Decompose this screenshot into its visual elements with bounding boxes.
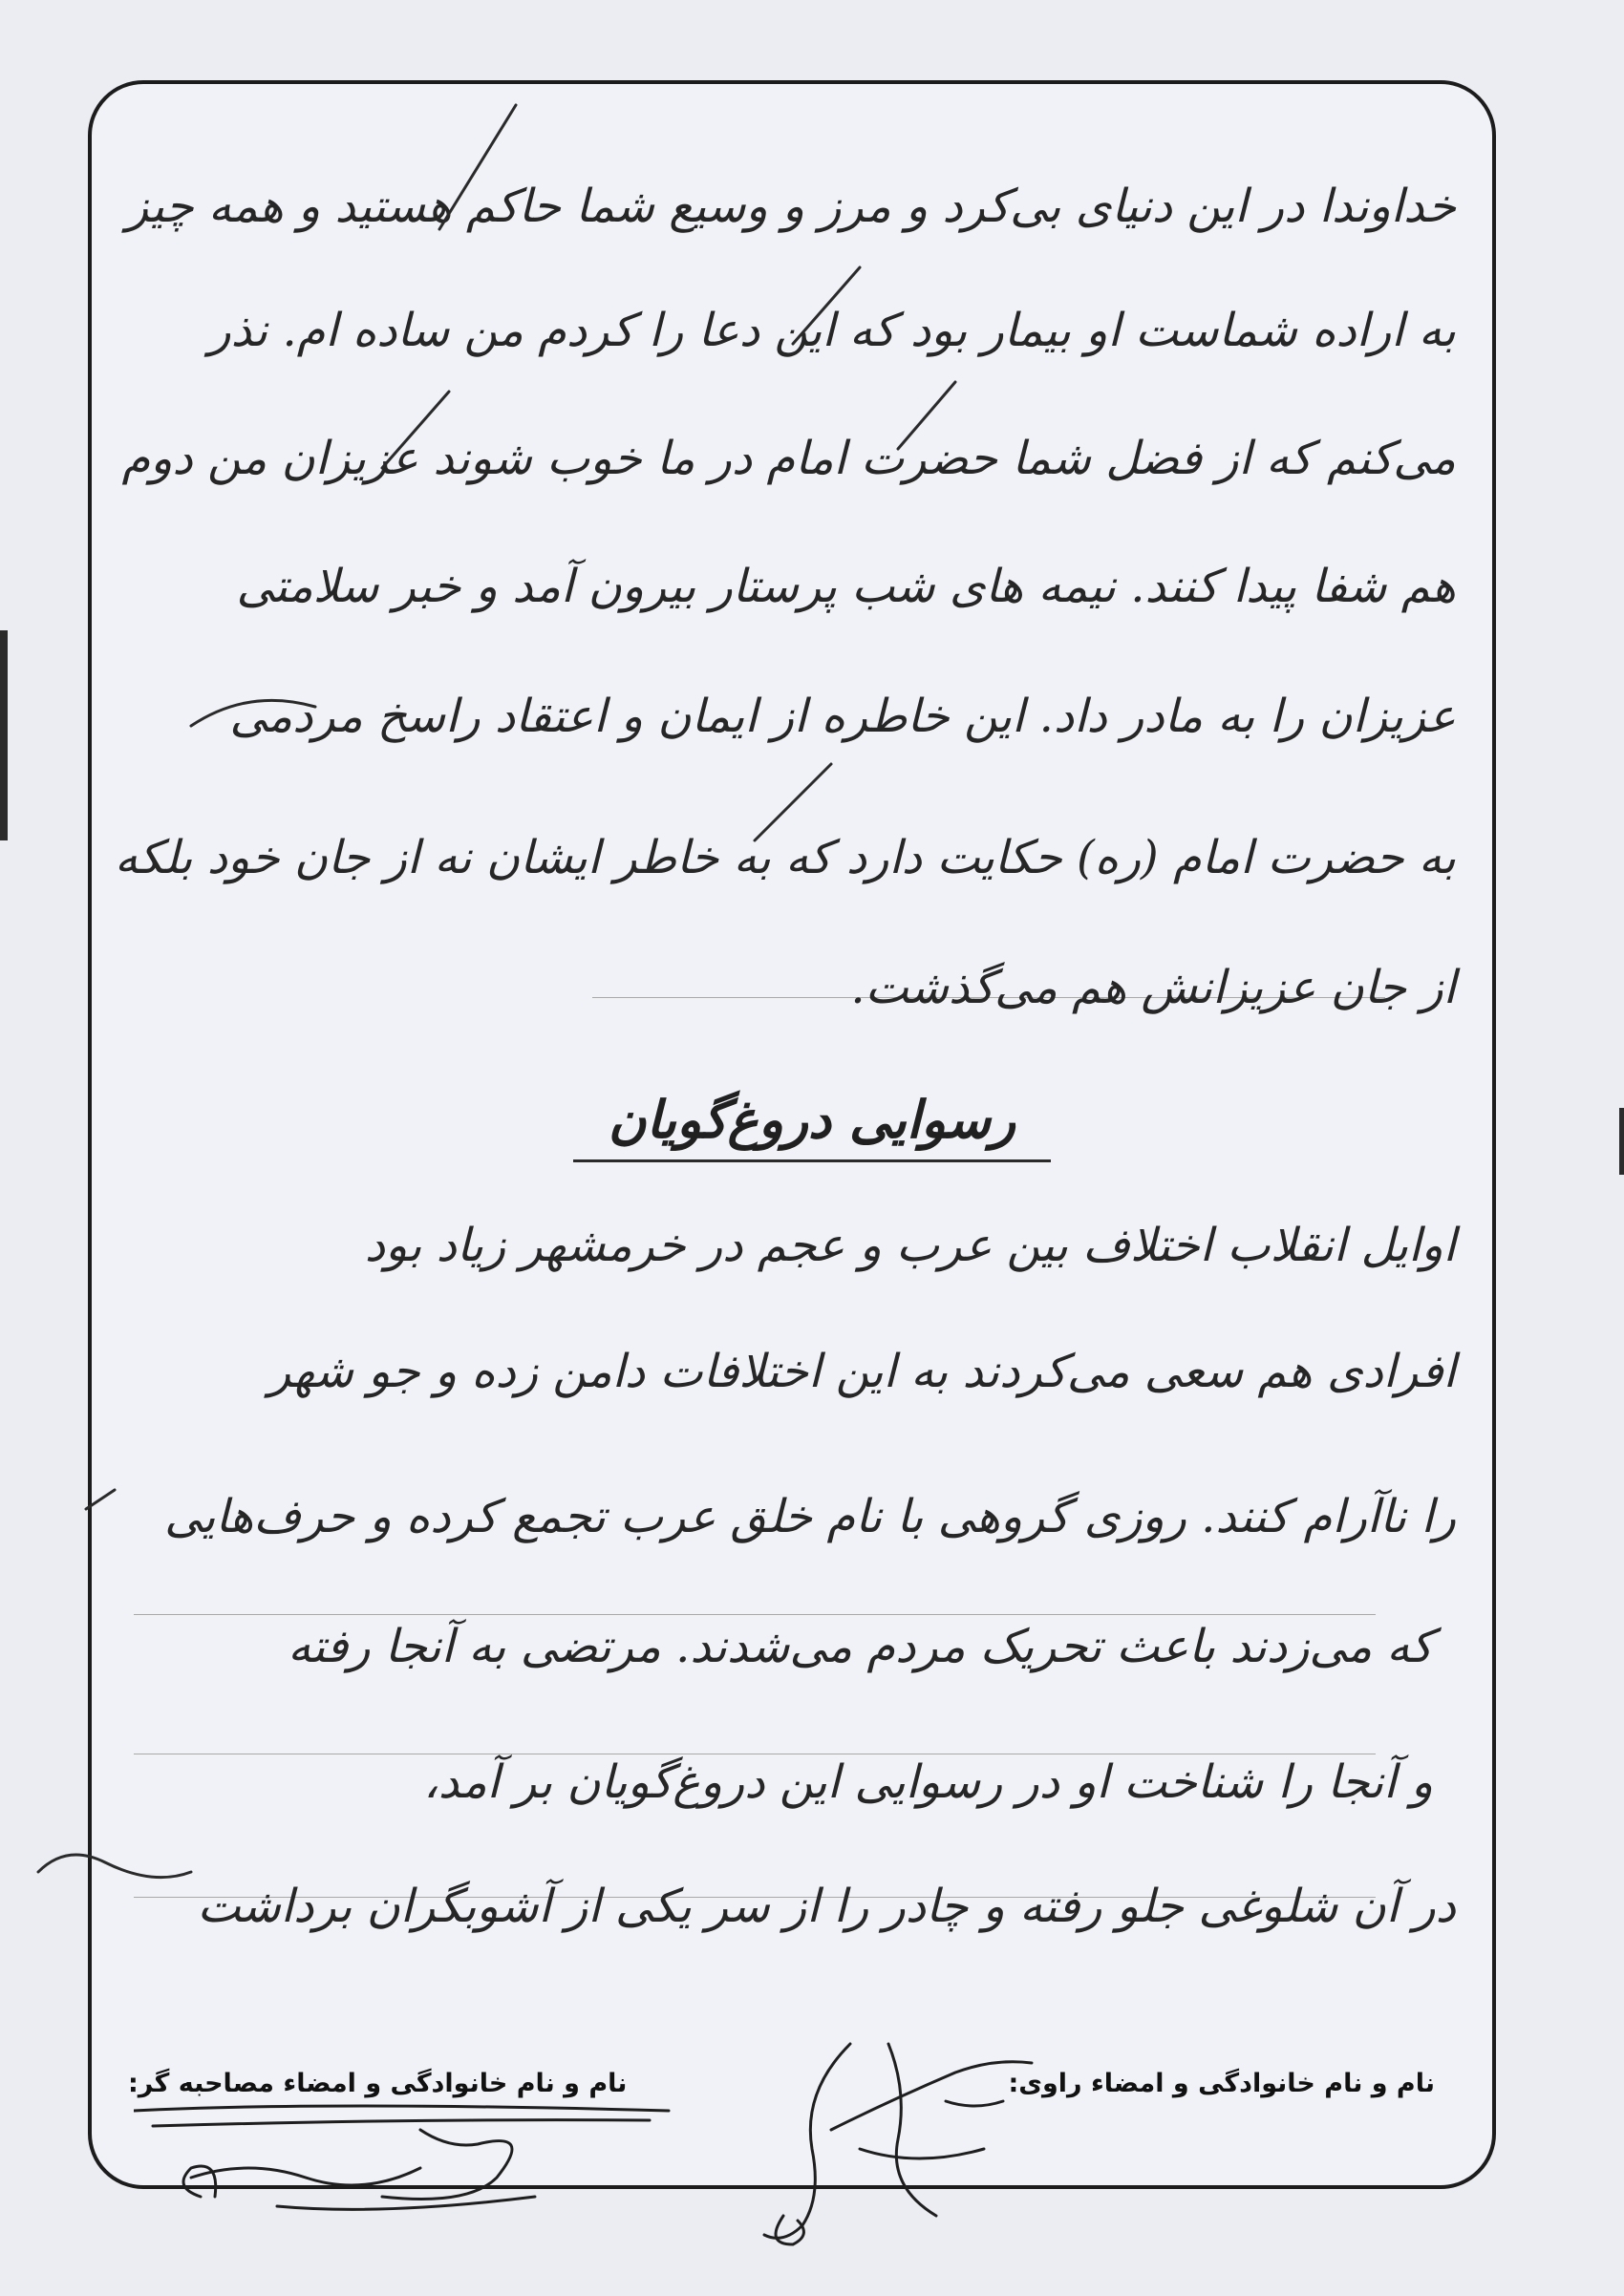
handwritten-line: اوایل انقلاب اختلاف بین عرب و عجم در خرمشهر زیاد بود xyxy=(364,1219,1456,1272)
section-heading: رسوایی دروغ‌گویان xyxy=(608,1089,1016,1150)
handwritten-line: می‌کنم که از فضل شما حضرت امام در ما خوب شوند عزیزان من دوم xyxy=(121,432,1456,485)
handwritten-line: خداوندا در این دنیای بی‌کرد و مرز و وسیع شما حاکم هستید و همه چیز xyxy=(126,180,1456,233)
handwritten-line: از جان عزیزانش هم می‌گذشت. xyxy=(850,961,1456,1014)
narrator-signature-label: نام و نام خانوادگی و امضاء راوی: xyxy=(1008,2069,1435,2098)
handwritten-line: به حضرت امام (ره) حکایت دارد که به خاطر ایشان نه از جان خود بلکه xyxy=(115,831,1456,884)
handwritten-line: عزیزان را به مادر داد. این خاطره از ایمان و اعتقاد راسخ مردمی xyxy=(229,690,1456,743)
handwritten-line: که می‌زدند باعث تحریک مردم می‌شدند. مرتضی به آنجا رفته xyxy=(288,1620,1433,1673)
handwritten-line: را ناآرام کنند. روزی گروهی با نام خلق عرب تجمع کرده و حرف‌هایی xyxy=(164,1490,1456,1543)
interviewer-signature-label: نام و نام خانوادگی و امضاء مصاحبه گر: xyxy=(128,2069,628,2098)
handwritten-line: و آنجا را شناخت او در رسوایی این دروغ‌گویان بر آمد، xyxy=(423,1755,1433,1809)
handwritten-line: در آن شلوغی جلو رفته و چادر را از سر یکی از آشوبگران برداشت xyxy=(197,1880,1456,1933)
handwritten-line: به اراده شماست او بیمار بود که این دعا را کردم من ساده ام. نذر xyxy=(208,304,1456,357)
handwritten-line: افرادی هم سعی می‌کردند به این اختلافات دامن زده و جو شهر xyxy=(268,1345,1456,1398)
narrator-signature xyxy=(745,2006,1070,2254)
interviewer-signature xyxy=(134,2092,688,2225)
handwritten-line: هم شفا پیدا کنند. نیمه های شب پرستار بیرون آمد و خبر سلامتی xyxy=(236,560,1456,613)
